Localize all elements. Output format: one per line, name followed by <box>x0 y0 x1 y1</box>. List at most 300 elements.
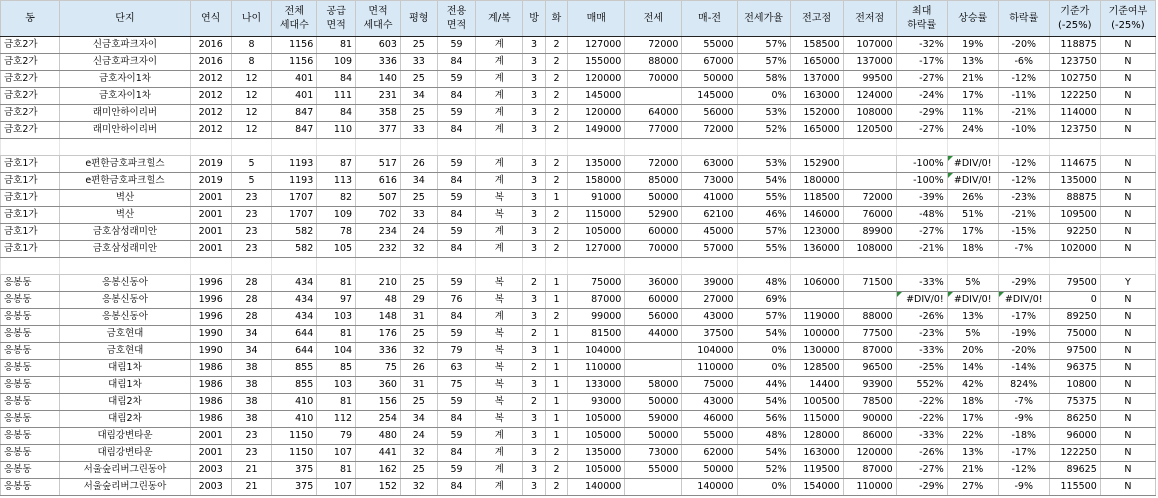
table-cell[interactable]: 2001 <box>190 241 231 258</box>
column-header[interactable]: 동 <box>1 1 60 37</box>
table-cell[interactable]: 77000 <box>625 122 682 139</box>
table-cell[interactable]: 2001 <box>190 224 231 241</box>
table-cell[interactable]: 63000 <box>682 156 737 173</box>
table-cell[interactable]: 대림1차 <box>60 360 191 377</box>
table-cell[interactable]: 156 <box>356 394 401 411</box>
table-cell[interactable]: 84 <box>317 105 356 122</box>
table-cell[interactable]: 59 <box>437 37 476 54</box>
table-cell[interactable]: -10% <box>998 122 1049 139</box>
table-cell[interactable]: 87 <box>317 156 356 173</box>
table-cell[interactable]: 124000 <box>843 88 896 105</box>
table-cell[interactable]: 37500 <box>682 326 737 343</box>
table-cell[interactable]: 23 <box>231 190 272 207</box>
table-cell[interactable]: 금호현대 <box>60 326 191 343</box>
table-cell[interactable]: 96500 <box>843 360 896 377</box>
empty-cell[interactable] <box>896 258 947 275</box>
table-cell[interactable]: 231 <box>356 88 401 105</box>
table-cell[interactable]: -25% <box>896 360 947 377</box>
table-cell[interactable]: 2 <box>545 122 567 139</box>
table-cell[interactable]: 금호삼성래미안 <box>60 224 191 241</box>
table-cell[interactable]: 28 <box>231 275 272 292</box>
table-cell[interactable]: 110000 <box>568 360 625 377</box>
table-cell[interactable] <box>625 88 682 105</box>
table-cell[interactable]: 43000 <box>682 394 737 411</box>
table-cell[interactable]: 대림2차 <box>60 411 191 428</box>
empty-cell[interactable] <box>625 258 682 275</box>
table-cell[interactable]: 118500 <box>790 190 843 207</box>
table-cell[interactable]: 2 <box>545 207 567 224</box>
table-cell[interactable]: 응봉동 <box>1 275 60 292</box>
table-cell[interactable]: 금호자이1차 <box>60 71 191 88</box>
table-cell[interactable]: N <box>1100 241 1155 258</box>
empty-cell[interactable] <box>737 139 790 156</box>
table-cell[interactable]: 8 <box>231 54 272 71</box>
table-cell[interactable]: 28 <box>231 309 272 326</box>
table-cell[interactable]: 계 <box>476 309 523 326</box>
table-cell[interactable]: 응봉동 <box>1 343 60 360</box>
table-cell[interactable]: 25 <box>400 37 437 54</box>
table-cell[interactable]: 신금호파크자이 <box>60 54 191 71</box>
empty-cell[interactable] <box>568 258 625 275</box>
table-cell[interactable]: 23 <box>231 241 272 258</box>
table-cell[interactable]: 금호1가 <box>1 241 60 258</box>
table-cell[interactable]: 56% <box>737 411 790 428</box>
table-cell[interactable]: 2001 <box>190 428 231 445</box>
table-cell[interactable]: 59 <box>437 156 476 173</box>
table-cell[interactable]: 92250 <box>1049 224 1100 241</box>
table-cell[interactable]: N <box>1100 462 1155 479</box>
table-cell[interactable]: 127000 <box>568 241 625 258</box>
table-cell[interactable]: 17% <box>947 88 998 105</box>
table-cell[interactable]: 72000 <box>625 37 682 54</box>
table-cell[interactable]: 38 <box>231 394 272 411</box>
table-cell[interactable]: 62000 <box>682 445 737 462</box>
table-cell[interactable]: #DIV/0! <box>947 173 998 190</box>
table-cell[interactable]: 69% <box>737 292 790 309</box>
table-cell[interactable]: N <box>1100 156 1155 173</box>
table-cell[interactable]: N <box>1100 173 1155 190</box>
table-cell[interactable]: 24 <box>400 224 437 241</box>
table-cell[interactable]: N <box>1100 88 1155 105</box>
empty-cell[interactable] <box>476 139 523 156</box>
table-cell[interactable]: 계 <box>476 479 523 496</box>
table-cell[interactable]: 644 <box>272 326 317 343</box>
empty-cell[interactable] <box>356 258 401 275</box>
table-cell[interactable]: -12% <box>998 156 1049 173</box>
table-cell[interactable]: 112 <box>317 411 356 428</box>
table-cell[interactable]: 3 <box>523 88 545 105</box>
table-cell[interactable]: 복 <box>476 275 523 292</box>
table-cell[interactable]: -27% <box>896 224 947 241</box>
table-cell[interactable]: 154000 <box>790 479 843 496</box>
table-cell[interactable]: 2016 <box>190 54 231 71</box>
table-cell[interactable]: 22% <box>947 428 998 445</box>
table-cell[interactable]: 5% <box>947 326 998 343</box>
table-cell[interactable]: 응봉동 <box>1 377 60 394</box>
table-cell[interactable]: 금호2가 <box>1 54 60 71</box>
table-cell[interactable]: 702 <box>356 207 401 224</box>
table-cell[interactable] <box>625 479 682 496</box>
table-cell[interactable]: -17% <box>998 445 1049 462</box>
empty-cell[interactable] <box>545 139 567 156</box>
table-cell[interactable]: 42% <box>947 377 998 394</box>
table-cell[interactable]: 59 <box>437 224 476 241</box>
table-cell[interactable]: 2 <box>545 224 567 241</box>
table-cell[interactable]: 480 <box>356 428 401 445</box>
table-cell[interactable]: 2012 <box>190 105 231 122</box>
table-cell[interactable] <box>625 343 682 360</box>
table-cell[interactable]: 2003 <box>190 462 231 479</box>
table-cell[interactable]: 88875 <box>1049 190 1100 207</box>
table-cell[interactable]: 3 <box>523 190 545 207</box>
table-cell[interactable]: 41000 <box>682 190 737 207</box>
table-cell[interactable]: 79500 <box>1049 275 1100 292</box>
table-cell[interactable]: 59 <box>437 394 476 411</box>
table-cell[interactable]: 55% <box>737 190 790 207</box>
table-cell[interactable]: 2016 <box>190 37 231 54</box>
table-cell[interactable]: 137000 <box>790 71 843 88</box>
table-cell[interactable]: 582 <box>272 241 317 258</box>
table-cell[interactable]: 31 <box>400 309 437 326</box>
table-cell[interactable]: 1996 <box>190 275 231 292</box>
table-cell[interactable]: 104000 <box>682 343 737 360</box>
table-cell[interactable]: 58000 <box>625 377 682 394</box>
table-cell[interactable]: 계 <box>476 241 523 258</box>
empty-cell[interactable] <box>1100 258 1155 275</box>
table-cell[interactable]: 72000 <box>682 122 737 139</box>
table-cell[interactable]: 3 <box>523 241 545 258</box>
table-cell[interactable]: 140 <box>356 71 401 88</box>
table-cell[interactable]: 517 <box>356 156 401 173</box>
table-cell[interactable]: 603 <box>356 37 401 54</box>
table-cell[interactable]: 85000 <box>625 173 682 190</box>
table-cell[interactable]: 105 <box>317 241 356 258</box>
table-cell[interactable]: 32 <box>400 343 437 360</box>
table-cell[interactable]: 73000 <box>682 173 737 190</box>
table-cell[interactable]: Y <box>1100 275 1155 292</box>
table-cell[interactable]: 응봉신동아 <box>60 309 191 326</box>
empty-cell[interactable] <box>998 258 1049 275</box>
table-cell[interactable]: 122250 <box>1049 445 1100 462</box>
table-cell[interactable]: 148 <box>356 309 401 326</box>
table-cell[interactable]: 45000 <box>682 224 737 241</box>
table-cell[interactable]: 109 <box>317 54 356 71</box>
table-cell[interactable]: 34 <box>400 173 437 190</box>
table-cell[interactable]: 441 <box>356 445 401 462</box>
table-cell[interactable]: 113 <box>317 173 356 190</box>
table-cell[interactable]: -17% <box>896 54 947 71</box>
table-cell[interactable]: 401 <box>272 71 317 88</box>
empty-cell[interactable] <box>545 258 567 275</box>
table-cell[interactable]: 75000 <box>568 275 625 292</box>
table-cell[interactable]: 서울숲리버그린동아 <box>60 462 191 479</box>
table-cell[interactable]: 96000 <box>1049 428 1100 445</box>
table-cell[interactable]: 20% <box>947 343 998 360</box>
table-cell[interactable]: 105000 <box>568 462 625 479</box>
table-cell[interactable]: 75 <box>356 360 401 377</box>
table-cell[interactable]: 13% <box>947 309 998 326</box>
table-cell[interactable]: 110000 <box>843 479 896 496</box>
table-cell[interactable]: -14% <box>998 360 1049 377</box>
table-cell[interactable]: -100% <box>896 173 947 190</box>
table-cell[interactable]: -7% <box>998 394 1049 411</box>
table-cell[interactable]: 계 <box>476 156 523 173</box>
table-cell[interactable]: -26% <box>896 309 947 326</box>
table-cell[interactable]: 847 <box>272 105 317 122</box>
table-cell[interactable]: 62100 <box>682 207 737 224</box>
table-cell[interactable]: 410 <box>272 411 317 428</box>
table-cell[interactable]: 88000 <box>843 309 896 326</box>
table-cell[interactable]: 128500 <box>790 360 843 377</box>
table-cell[interactable]: 120500 <box>843 122 896 139</box>
table-cell[interactable] <box>625 360 682 377</box>
table-cell[interactable]: 18% <box>947 241 998 258</box>
table-cell[interactable]: 89250 <box>1049 309 1100 326</box>
table-cell[interactable]: 2 <box>545 37 567 54</box>
table-cell[interactable]: 60000 <box>625 224 682 241</box>
table-cell[interactable]: 32 <box>400 479 437 496</box>
table-cell[interactable]: 59 <box>437 428 476 445</box>
table-cell[interactable]: 84 <box>437 173 476 190</box>
table-cell[interactable]: 51% <box>947 207 998 224</box>
empty-cell[interactable] <box>476 258 523 275</box>
table-cell[interactable]: 56000 <box>682 105 737 122</box>
table-cell[interactable]: 대림강변타운 <box>60 445 191 462</box>
column-header[interactable]: 기준여부 (-25%) <box>1100 1 1155 37</box>
table-cell[interactable]: 57% <box>737 309 790 326</box>
column-header[interactable]: 하락률 <box>998 1 1049 37</box>
table-cell[interactable]: 23 <box>231 207 272 224</box>
column-header[interactable]: 공급 면적 <box>317 1 356 37</box>
empty-cell[interactable] <box>843 139 896 156</box>
table-cell[interactable]: 84 <box>437 445 476 462</box>
table-cell[interactable]: -20% <box>998 343 1049 360</box>
table-cell[interactable]: 38 <box>231 360 272 377</box>
table-cell[interactable]: 50000 <box>625 190 682 207</box>
table-cell[interactable]: -21% <box>896 241 947 258</box>
table-cell[interactable]: 금호1가 <box>1 207 60 224</box>
table-cell[interactable]: 1 <box>545 326 567 343</box>
table-cell[interactable]: N <box>1100 428 1155 445</box>
table-cell[interactable]: 2 <box>545 462 567 479</box>
table-cell[interactable]: 107 <box>317 445 356 462</box>
table-cell[interactable]: 3 <box>523 462 545 479</box>
table-cell[interactable]: 27000 <box>682 292 737 309</box>
table-cell[interactable]: 55000 <box>625 462 682 479</box>
table-cell[interactable]: 34 <box>231 326 272 343</box>
table-cell[interactable]: 복 <box>476 411 523 428</box>
table-cell[interactable]: N <box>1100 71 1155 88</box>
table-cell[interactable]: 136000 <box>790 241 843 258</box>
table-cell[interactable]: 107 <box>317 479 356 496</box>
table-cell[interactable]: 1986 <box>190 394 231 411</box>
table-cell[interactable]: 2 <box>545 479 567 496</box>
empty-cell[interactable] <box>790 258 843 275</box>
table-cell[interactable]: 2 <box>545 71 567 88</box>
table-cell[interactable]: 401 <box>272 88 317 105</box>
table-cell[interactable]: 55000 <box>682 37 737 54</box>
table-cell[interactable]: 복 <box>476 326 523 343</box>
table-cell[interactable]: 1150 <box>272 445 317 462</box>
table-cell[interactable]: 33 <box>400 122 437 139</box>
table-cell[interactable]: 2 <box>545 105 567 122</box>
table-cell[interactable]: 12 <box>231 71 272 88</box>
table-cell[interactable]: -22% <box>896 394 947 411</box>
table-cell[interactable]: 410 <box>272 394 317 411</box>
empty-cell[interactable] <box>682 258 737 275</box>
table-cell[interactable]: 1707 <box>272 190 317 207</box>
empty-cell[interactable] <box>523 139 545 156</box>
table-cell[interactable]: 824% <box>998 377 1049 394</box>
table-cell[interactable]: 34 <box>231 343 272 360</box>
table-cell[interactable]: 85 <box>317 360 356 377</box>
table-cell[interactable]: 165000 <box>790 122 843 139</box>
table-cell[interactable]: 28 <box>231 292 272 309</box>
empty-cell[interactable] <box>523 258 545 275</box>
table-cell[interactable]: 93900 <box>843 377 896 394</box>
table-cell[interactable]: 96375 <box>1049 360 1100 377</box>
table-cell[interactable]: 1 <box>545 411 567 428</box>
table-cell[interactable]: 응봉동 <box>1 360 60 377</box>
table-cell[interactable]: 81 <box>317 37 356 54</box>
table-cell[interactable]: 105000 <box>568 428 625 445</box>
table-cell[interactable]: 71500 <box>843 275 896 292</box>
table-cell[interactable]: 56000 <box>625 309 682 326</box>
table-cell[interactable]: -21% <box>998 207 1049 224</box>
table-cell[interactable]: 3 <box>523 122 545 139</box>
table-cell[interactable]: 99000 <box>568 309 625 326</box>
table-cell[interactable]: 27% <box>947 479 998 496</box>
table-cell[interactable]: 123750 <box>1049 122 1100 139</box>
table-cell[interactable]: 1986 <box>190 377 231 394</box>
empty-cell[interactable] <box>231 139 272 156</box>
table-cell[interactable]: 46% <box>737 207 790 224</box>
table-cell[interactable]: 25 <box>400 71 437 88</box>
table-cell[interactable]: 93000 <box>568 394 625 411</box>
table-cell[interactable]: 552% <box>896 377 947 394</box>
table-cell[interactable]: N <box>1100 479 1155 496</box>
table-cell[interactable]: 87000 <box>843 462 896 479</box>
table-cell[interactable]: 금호2가 <box>1 71 60 88</box>
table-cell[interactable]: 84 <box>437 54 476 71</box>
empty-cell[interactable] <box>947 139 998 156</box>
table-cell[interactable]: 금호자이1차 <box>60 88 191 105</box>
table-cell[interactable]: 12 <box>231 105 272 122</box>
table-cell[interactable]: 77500 <box>843 326 896 343</box>
table-cell[interactable]: #DIV/0! <box>896 292 947 309</box>
table-cell[interactable]: 59 <box>437 71 476 88</box>
table-cell[interactable]: 89625 <box>1049 462 1100 479</box>
table-cell[interactable]: -6% <box>998 54 1049 71</box>
table-cell[interactable]: 76 <box>437 292 476 309</box>
table-cell[interactable]: 34 <box>400 88 437 105</box>
table-cell[interactable]: 2 <box>523 326 545 343</box>
table-cell[interactable]: 금호2가 <box>1 105 60 122</box>
table-cell[interactable]: 55% <box>737 241 790 258</box>
empty-cell[interactable] <box>947 258 998 275</box>
table-cell[interactable]: 232 <box>356 241 401 258</box>
table-cell[interactable]: 82 <box>317 190 356 207</box>
column-header[interactable]: 상승률 <box>947 1 998 37</box>
table-cell[interactable]: 616 <box>356 173 401 190</box>
table-cell[interactable]: 23 <box>231 445 272 462</box>
table-cell[interactable]: 145000 <box>568 88 625 105</box>
table-cell[interactable]: 13% <box>947 445 998 462</box>
table-cell[interactable]: 2 <box>545 156 567 173</box>
table-cell[interactable]: 17% <box>947 224 998 241</box>
table-cell[interactable]: 10800 <box>1049 377 1100 394</box>
table-cell[interactable]: 복 <box>476 394 523 411</box>
table-cell[interactable]: 97 <box>317 292 356 309</box>
table-cell[interactable]: -29% <box>896 479 947 496</box>
table-cell[interactable]: 3 <box>523 309 545 326</box>
table-cell[interactable]: 105000 <box>568 224 625 241</box>
table-cell[interactable]: 금호1가 <box>1 173 60 190</box>
table-cell[interactable] <box>843 292 896 309</box>
table-cell[interactable]: #DIV/0! <box>947 292 998 309</box>
table-cell[interactable]: 59 <box>437 326 476 343</box>
table-cell[interactable]: 2019 <box>190 156 231 173</box>
table-cell[interactable]: 2 <box>545 241 567 258</box>
table-cell[interactable]: 금호2가 <box>1 37 60 54</box>
empty-cell[interactable] <box>317 139 356 156</box>
table-cell[interactable]: 32 <box>400 241 437 258</box>
table-cell[interactable]: 86000 <box>843 428 896 445</box>
table-cell[interactable]: 26 <box>400 360 437 377</box>
table-cell[interactable]: 14400 <box>790 377 843 394</box>
table-cell[interactable]: 34 <box>400 411 437 428</box>
table-cell[interactable]: 254 <box>356 411 401 428</box>
table-cell[interactable]: 25 <box>400 275 437 292</box>
table-cell[interactable]: 84 <box>317 71 356 88</box>
empty-cell[interactable] <box>60 258 191 275</box>
table-cell[interactable]: 64000 <box>625 105 682 122</box>
table-cell[interactable]: 응봉동 <box>1 445 60 462</box>
table-cell[interactable]: 847 <box>272 122 317 139</box>
table-cell[interactable]: 135000 <box>568 156 625 173</box>
table-cell[interactable]: 금호삼성래미안 <box>60 241 191 258</box>
table-cell[interactable]: 59000 <box>625 411 682 428</box>
table-cell[interactable]: 110000 <box>682 360 737 377</box>
table-cell[interactable]: 81 <box>317 326 356 343</box>
table-cell[interactable]: 25 <box>400 394 437 411</box>
table-cell[interactable]: -22% <box>896 411 947 428</box>
table-cell[interactable]: 33 <box>400 207 437 224</box>
table-cell[interactable]: 계 <box>476 173 523 190</box>
table-cell[interactable]: 140000 <box>682 479 737 496</box>
table-cell[interactable]: 계 <box>476 71 523 88</box>
table-cell[interactable]: 1707 <box>272 207 317 224</box>
table-cell[interactable]: 176 <box>356 326 401 343</box>
table-cell[interactable]: 99500 <box>843 71 896 88</box>
table-cell[interactable]: 2012 <box>190 71 231 88</box>
table-cell[interactable]: 2 <box>545 309 567 326</box>
table-cell[interactable]: 3 <box>523 156 545 173</box>
column-header[interactable]: 전체 세대수 <box>272 1 317 37</box>
table-cell[interactable]: 133000 <box>568 377 625 394</box>
empty-cell[interactable] <box>790 139 843 156</box>
table-cell[interactable]: 84 <box>437 122 476 139</box>
table-cell[interactable]: 119500 <box>790 462 843 479</box>
table-cell[interactable]: 1986 <box>190 411 231 428</box>
table-cell[interactable]: 3 <box>523 445 545 462</box>
table-cell[interactable]: 1 <box>545 275 567 292</box>
column-header[interactable]: 화 <box>545 1 567 37</box>
table-cell[interactable]: 53% <box>737 156 790 173</box>
table-cell[interactable]: 39000 <box>682 275 737 292</box>
table-cell[interactable]: 75000 <box>682 377 737 394</box>
table-cell[interactable]: 165000 <box>790 54 843 71</box>
